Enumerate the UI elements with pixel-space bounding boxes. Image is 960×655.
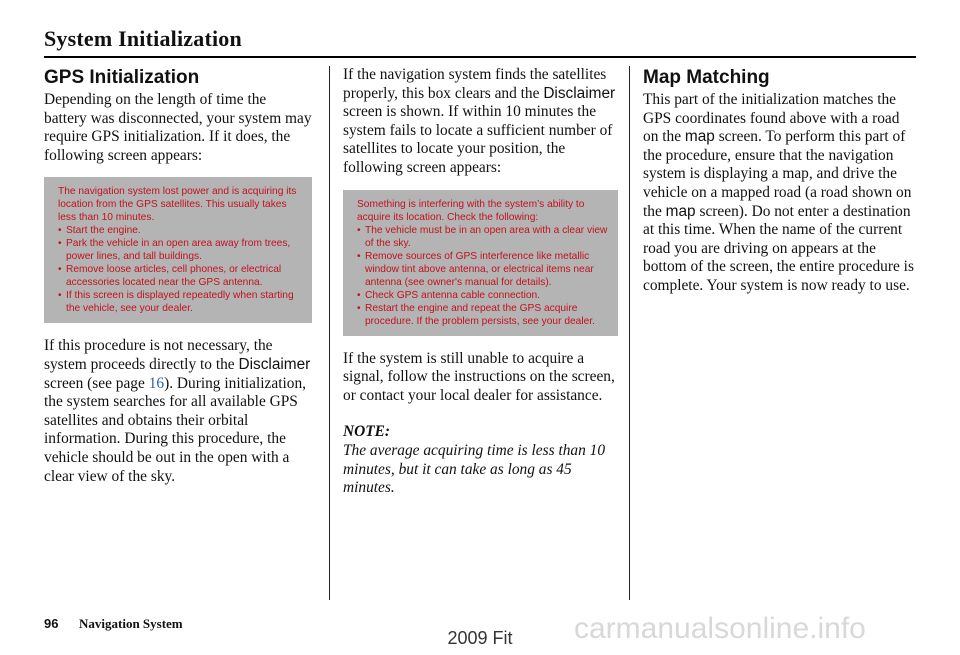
map-term: map: [684, 128, 715, 146]
list-item: • The vehicle must be in an open area with a clear view of the sky.: [357, 224, 608, 250]
title-rule: [44, 56, 916, 58]
note-text: The average acquiring time is less than 10 minutes, but it can take as long as 45 minutes.: [343, 441, 606, 497]
note-label: NOTE:: [343, 423, 391, 441]
model-watermark: 2009 Fit: [447, 628, 513, 648]
gps-acquiring-screen: [44, 177, 312, 323]
list-item: • Park the vehicle in an open area away from trees, power lines, and tall buildings.: [58, 237, 302, 263]
screen-message: The navigation system lost power and is acquiring its location from the GPS satellites. This usually takes less than 10 minutes.: [58, 186, 297, 224]
intro-paragraph: Depending on the length of time the battery was disconnected, your system may require GPS initialization. If it does, the following screen appears:: [44, 91, 312, 164]
assistance-paragraph: If the system is still unable to acquire a signal, follow the instructions on the screen, or contact your local dealer for assistance.: [343, 349, 615, 404]
text-run: If this procedure is not necessary, the system proceeds directly to the: [44, 337, 273, 373]
list-item: • If this screen is displayed repeatedly when starting the vehicle, see your dealer.: [58, 289, 302, 315]
disclaimer-term: Disclaimer: [238, 355, 311, 373]
page-link[interactable]: 16: [148, 374, 165, 392]
text-run: If the navigation system finds the satellites properly, this box clears and the: [343, 66, 607, 102]
list-item: • Restart the engine and repeat the GPS acquire procedure. If the problem persists, see your dealer.: [357, 302, 608, 328]
text-run: screen. To perform this part of the procedure, ensure that the navigation system is displaying a map, and drive the vehicle on a mapped road (a road shown on the: [643, 128, 912, 220]
procedure-paragraph: [44, 337, 312, 486]
screen-message: Something is interfering with the system’s ability to acquire its location. Check the following:: [357, 198, 585, 223]
section-heading-map-matching: Map Matching: [643, 67, 770, 88]
text-run: screen (see page: [44, 374, 149, 392]
site-watermark: carmanualsonline.info: [574, 612, 866, 645]
section-heading-gps-initialization: GPS Initialization: [44, 67, 200, 88]
text-run: This part of the initialization matches the GPS coordinates found above with a road on the: [643, 91, 900, 146]
page-number: 96: [44, 616, 59, 631]
column-gps-initialization: [44, 66, 312, 486]
satellite-paragraph: [343, 66, 618, 178]
column-satellite-search: [343, 66, 618, 498]
map-term: map: [665, 202, 696, 220]
column-divider: [329, 66, 330, 600]
page-title: System Initialization: [44, 26, 242, 51]
screen-checklist: [357, 224, 608, 328]
gps-interference-screen: [343, 190, 618, 336]
map-matching-paragraph: [643, 91, 918, 296]
column-map-matching: [643, 66, 918, 296]
list-item: • Remove loose articles, cell phones, or electrical accessories located near the GPS antenna.: [58, 263, 302, 289]
list-item: • Remove sources of GPS interference like metallic window tint above antenna, or electrical items near antenna (see owner's manual for details).: [357, 250, 608, 289]
text-run: screen). Do not enter a destination at this time. When the name of the current road you are driving on appears at the bottom of the screen, the entire procedure is complete. Your system is now ready to use.: [643, 202, 914, 294]
text-run: ). During initialization, the system searches for all available GPS satellites and obtains their orbital information. During this procedure, the vehicle should be out in the open with a clear view of the sky.: [44, 374, 306, 485]
text-run: screen is shown. If within 10 minutes the system fails to locate a sufficient number of satellites to locate your position, the following screen appears:: [343, 103, 613, 176]
screen-checklist: [58, 224, 302, 315]
footer-section-name: Navigation System: [79, 616, 183, 631]
list-item: • Check GPS antenna cable connection.: [357, 289, 608, 302]
disclaimer-term: Disclaimer: [543, 84, 616, 102]
list-item: • Start the engine.: [58, 224, 302, 237]
column-divider: [629, 66, 630, 600]
